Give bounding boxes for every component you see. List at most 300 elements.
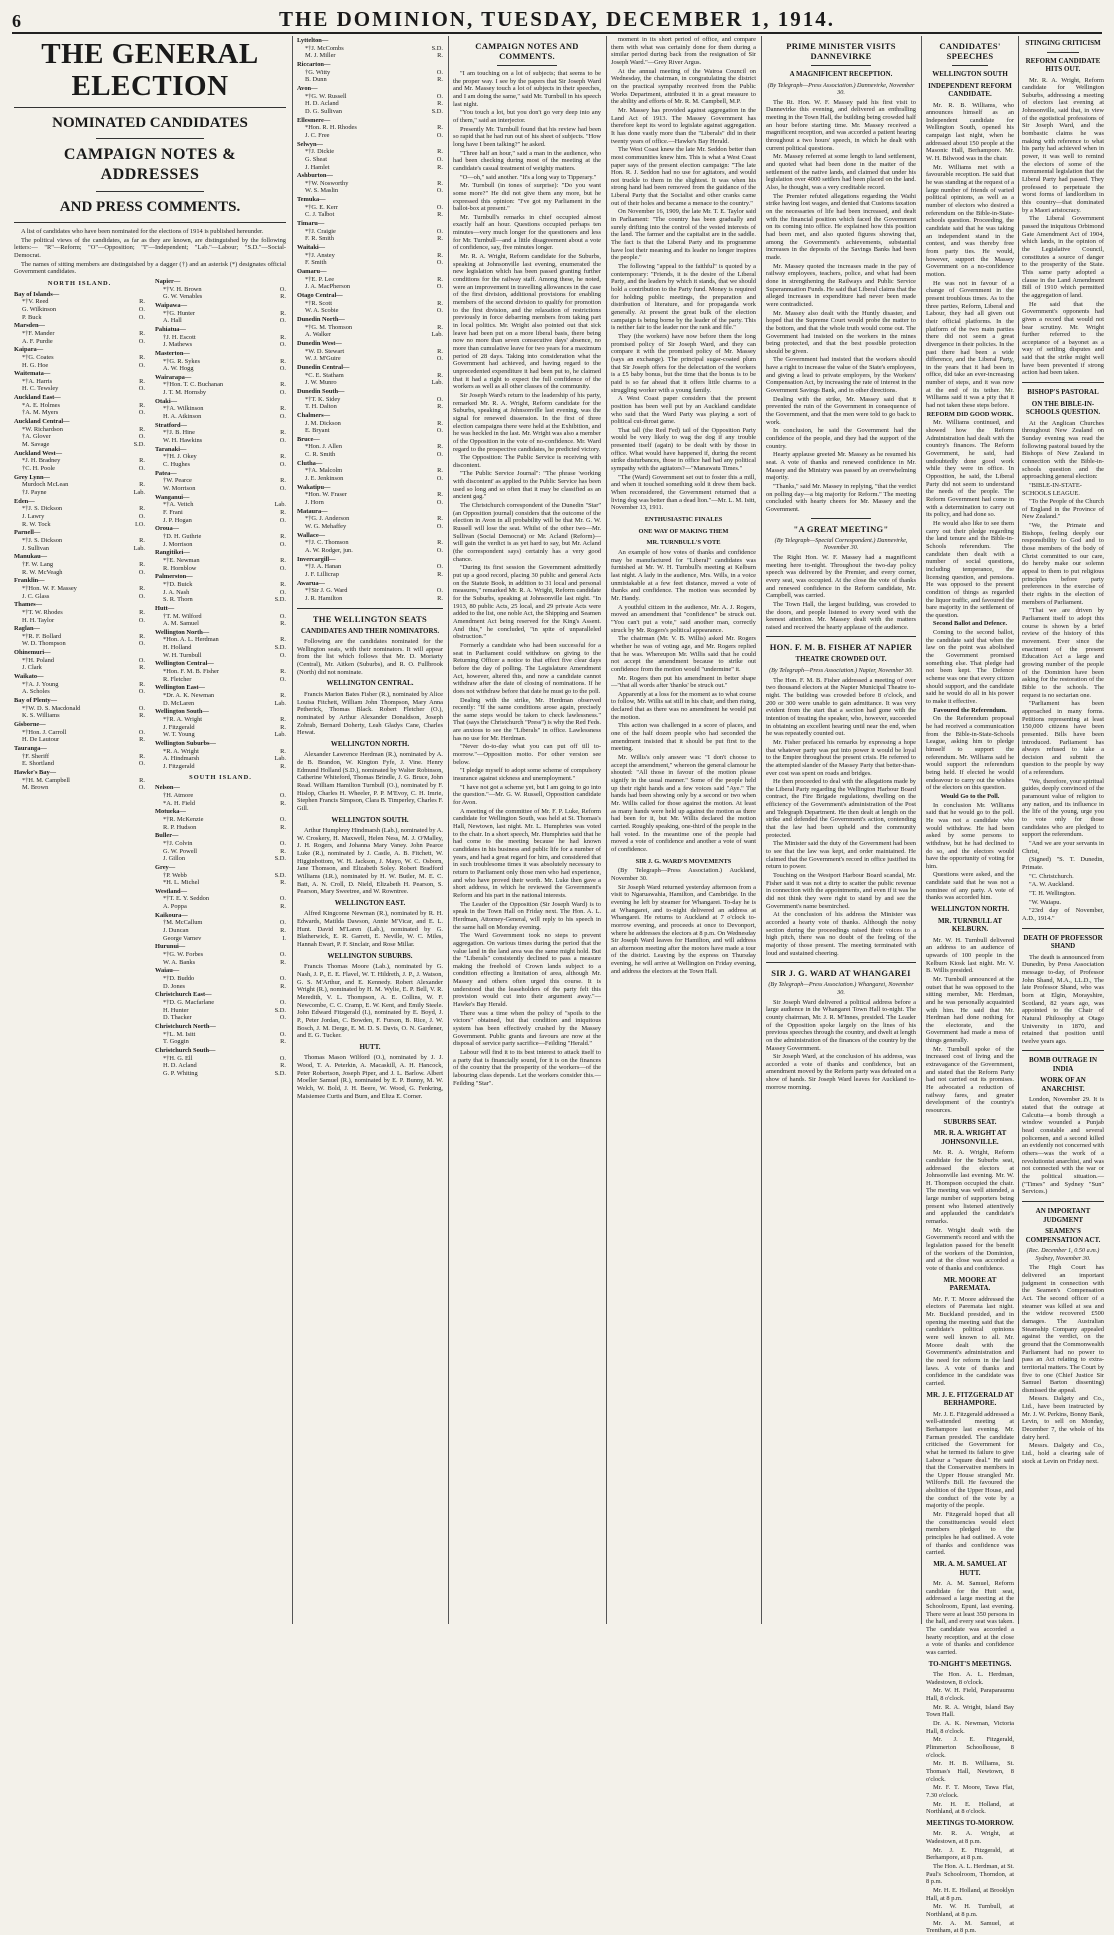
candidate-name: C. R. Smith [305,451,336,459]
electorate-name: Hawke's Bay— [14,768,57,776]
candidate-party: O. [279,675,286,683]
paragraph: moment in its short period of office, and compare them with what was certainly done for them during a similar period during back from the resignation of Sir Joseph Ward."—Grey River Argus. [611,36,756,66]
candidate-name: *†R. Scott [305,299,332,307]
paragraph: Mr. A. M. Samuel, at Trentham, at 8 p.m. [926,1919,1014,1935]
candidate-name: †P. Webb [163,871,187,879]
electorate-name: Bruce— [297,435,320,443]
candidate-party: R. [280,879,286,887]
paragraph: London, November 29. It is stated that the outrage at Calcutta—a bomb through a window wounded a Punjab head constable and several policemen, and a second killed an evidently not concerned with others—was the work of a revolutionist anarchist, and was not connected with the war or the political situation.—("Times" and Sydney "Sun" Services.) [1022,1096,1104,1196]
candidate-row [155,1007,286,1015]
article-body [926,937,1014,1115]
candidate-row [14,609,145,617]
paragraph: He was not in favour of a change of Government in the present troublous times. As to the three parties, Reform, Liberal and Labour, they had all given out their official platforms. In the platform of the two main parties there did not seem a great divergence in their policies. In the past there had been a wide difference, and the Liberal Party, in the years that it had been in office, did take an ever-increasing number of steps, and it was now at the end of its tether. Mr. Williams said it was a pity that it had not taken these steps before. [926,279,1014,410]
paragraph: Mr. Williams continued, and showed how the Reform Administration had dealt with the country's finances. The Reform Government, he said, had undoubtedly done good work while they were in office. In Opposition, he said, the Liberal Party did not seem to understand the needs of the people. The Reform Government had come in with a determination to carry out its policy, and had done so. [926,419,1014,519]
candidate-party: O. [138,760,145,768]
electorate-list [155,784,286,1077]
candidate-party: O. [436,427,443,435]
candidate-name: D. Thacker [163,1014,192,1022]
candidate-row [297,93,443,101]
candidate-name: *†F. Mander [22,329,55,337]
candidate-name: *†G. W. Forbes [163,951,204,959]
paragraph: "Never do-to-day what you can put off till to-morrow."—Opposition motto. For other version see below. [453,743,601,766]
candidate-name: E. Bryant [305,427,330,435]
candidate-party: R. [437,100,443,108]
signatories [1022,856,1104,922]
electorate-name: Hurunui— [155,943,186,951]
candidate-row [14,521,145,529]
candidate-party: R. [437,211,443,219]
candidate-name: A. Walker [305,331,331,339]
candidate-party: R. [280,747,286,755]
article-subheading: MEETINGS TO-MORROW. [926,1818,1014,1827]
candidate-row [155,879,286,887]
paragraph: "And we are your servants in Christ, [1022,840,1104,855]
candidate-name: G. Sheat [305,155,328,163]
article-subheading: WELLINGTON SOUTH [932,70,1008,78]
candidate-row [155,724,286,732]
candidate-party: R. [280,293,286,301]
candidate-name: H. Hunter [163,1006,189,1014]
paragraph: This action was challenged in a score of places, and one of the half dozen people who had seconded the amendment insisted that it should be put first to the meeting. [611,722,756,753]
candidate-name: *C. E. Statham [305,371,344,379]
candidate-name: *†R. A. Wright [163,716,203,724]
article-body [766,999,916,1092]
electorate-name: Eden— [14,497,35,505]
candidate-name: J. Sullivan [22,544,49,552]
candidate-row [155,341,286,349]
paragraph: Mr. J. E. Fitzgerald, at Berhampore, at 8 p.m. [926,1846,1014,1862]
seat-nominators: Arthur Humphrey Hindmarsh (Lab.), nominated by A. W. Croskery, H. Maxwell, Helen Ness, M. J. O'Malley, J. H. Rogers, and Johanna Mary Vaney. John Pearce Luke (R.), nominated by J. Castle, A. B. Fitchett, W. Higginbottom, W. H. Jackson, J. Mayo, W. C. Osborn, Jane Thomson, and Elizabeth Soley. Robert Bradford Williams (I.R.), nominated by H. W. Butler, M. E. C. Batt, A. N. Croll, D. Nield, Elizabeth H. Pearson, S. Pearson, Mary Sweetree, and W. Rowntree. [297,827,443,896]
paragraph: Would Go to the Poll. [940,792,1000,800]
electorate-name: Ellesmere— [297,116,331,124]
electorate-name: Parnell— [14,529,41,537]
candidate-name: J. R. Hamilton [305,594,343,602]
electorate-name: Westland— [155,887,187,895]
paragraph: Mr. J. E. Fitzgerald, Plimmerton Schoolhouse, 8 o'clock. [926,1736,1014,1759]
paragraph: Apparently at a loss for the moment as to what course to follow, Mr. Willis sat still in his chair, and then rising, declared that as there was no amendment he would put the motion. [611,690,756,721]
article-subheading: REFORM CANDIDATE HITS OUT. [1025,56,1101,73]
candidate-row [155,700,286,708]
candidate-row [14,298,145,306]
candidate-name: *†J. S. Dickson [22,536,63,544]
candidate-row [297,76,443,84]
electorate-name: Wellington North— [155,628,210,636]
candidate-name: H. C. Tewsley [22,385,59,393]
candidate-name: *†T. K. Sidey [305,395,341,403]
article-body [926,1149,1014,1273]
candidate-party: O. [436,563,443,571]
candidate-party: O. [138,640,145,648]
electorate-name: Wellington Central— [155,660,214,668]
paragraph: "Three half an hour," said a man in the audience, who had been checking during most of the meeting at the candidate's casual treatment of weighty matters. [453,149,601,172]
candidate-row [155,652,286,660]
candidate-row [14,593,145,601]
candidate-party: R. [139,353,145,361]
paragraph: "We, the Primate and Bishops, feeling deeply our responsibility to God and to those members of the body of Christ committed to our care, do hereby make our solemn appeal to them to put religious principles before party preferences in the exercise of their rights in the election of members of Parliament. [1022,522,1104,606]
article-subheading: THEATRE CROWDED OUT. [795,655,887,664]
electorate-name: Oroua— [155,525,180,533]
paragraph: Questions were asked, and the candidate said that he was not a nominee of any party. A vote of thanks was accorded him. [926,871,1014,902]
candidate-name: *W. Richardson [22,425,63,433]
candidate-row [297,132,443,140]
candidate-party: O. [436,259,443,267]
candidate-party: R. [139,752,145,760]
candidate-row [14,385,145,393]
paragraph: Mr. R. A. Wright, Reform candidate for Wellington Suburbs, addressing a meeting of electors last evening at Johnsonville, said that, in view of the egotistical professions of Sir Joseph Ward, and the bombastic claims he was making with reference to what his party had achieved when in power, it was well to remind the electors of some of the monumental legislation that the Liberal Party had passed. They professed to perpetuate the worst forms of landlordism in this country—that dominated by a Maori aristocracy. [1022,76,1104,214]
campaign-notes-heading: CAMPAIGN NOTES AND COMMENTS. [475,41,579,61]
candidate-row [14,330,145,338]
candidate-party: R. [280,692,286,700]
main-headline: THE GENERAL ELECTION [41,38,259,102]
candidate-party: R. [437,275,443,283]
paragraph: Mr. Massey referred at some length to land settlement, and quoted what had been done in the matter of the settlement of the native lands, and claimed that under his legislation over 4000 settlers had been placed on the land. Also, he thought, was a very creditable record. [766,153,916,192]
candidate-row [297,180,443,188]
candidate-name: *†H. J. Okey [163,453,197,461]
candidate-row [14,617,145,625]
candidate-party: S.D. [274,855,286,863]
seat-heading: HUTT. [359,1042,381,1051]
electorate-name: Wellington South— [155,708,209,716]
candidate-name: J. C. Free [305,131,330,139]
seat-nominators: Francis Thomas Moore (Lab.), nominated by G. Nash, J. P., E. E. Flavel, W. T. Hildreth, J. P., J. Watson, G. S. M'Arthur, and E. Kennedy. Robert Alexander Wright (R.), nominated by H. M. Wylie, E. P. Bell, V. R. Meredith, V. L. Thompson, A. E. Collins, W. F. Newcombe, C. C. Cramp, E. W. Kent, and Emily Steele. John Edward Fitzgerald (I.), nominated by E. Boyd, J. P., Peter Jordan, C. Bowden, F. Furson, B. Rice, J. W. Bosch, J. M. Derge, E. M. D. S. Davis, O. N. Gardener, and E. G. Tucker. [297,963,443,1040]
paragraph: Formerly a candidate who had been successful for a seat in Parliament could withdraw on giving to the Returning Officer a notice to that effect five clear days before the day of polling. The Legislature Amendment Act, however, altered this, and now a candidate cannot withdraw after the date of closing of nominations. If he does not withdraw before that date he must go to the poll. [453,641,601,695]
candidate-row [155,644,286,652]
candidate-party: R. [139,481,145,489]
candidate-party: R. [139,560,145,568]
candidate-row [14,457,145,465]
electorate-name: Otago Central— [297,292,343,299]
paragraph: "O—oh," said another. "It's a long way to Tipperary." [460,173,597,181]
electorate-name: Waikato— [14,673,44,681]
electorate-name: Waipawa— [155,301,187,309]
candidate-party: O. [279,540,286,548]
paragraph: An example of how votes of thanks and confidence may be manufactured for "Liberal" candidates was furnished at Mr. W. H. Turnbull's meeting at Kelburn last night. A lady in the audience, Mrs. Wills, in a voice unmistakable at a few feet distance, moved a vote of thanks and confidence. The motion was seconded by Mr. Handy. [611,549,756,602]
candidate-party: I.O. [135,520,145,528]
candidate-name: D. G. Sullivan [305,107,342,115]
article-heading: STINGING CRITICISM [1025,39,1101,47]
candidate-name: H. D. Acland [305,100,339,108]
paragraph: Mr. Massey quoted the increases made in the pay of railway employees, teachers, police, and what had been done in strengthening the Railways and Public Service Superannuation Funds. He said that Liberal claims that the alleged increases in expenditure had never been made were contradicted. [766,262,916,308]
electorate-name: Buller— [155,832,179,840]
column-4 [611,36,756,1624]
newspaper-title: THE DOMINION, TUESDAY, DECEMBER 1, 1914. [279,7,835,31]
candidate-name: W. A. Banks [163,958,196,966]
candidate-party: O. [138,728,145,736]
candidate-party: O. [279,437,286,445]
candidate-party: R. [139,736,145,744]
candidate-row [14,362,145,370]
candidate-party: O. [436,307,443,315]
candidate-name: J. P. Hogan [163,516,192,524]
candidate-row [14,664,145,672]
candidate-row [14,569,145,577]
candidate-party: R. [280,532,286,540]
paragraph: On the Referendum proposal he had received a communication from the Bible-in-State-Schools League, asking him to pledge himself to support the referendum. Mr. Williams said he would support the referendum being held. If elected he would endeavour to carry out the wishes of the electors on this question. [926,715,1014,792]
paragraph: (Signed) "S. T. Dunedin, Primate. [1022,856,1104,871]
candidate-name: A. W. Rodger, jun. [305,547,353,554]
paragraph: The Premier refuted allegations regarding the Waihi strike having lost wages, and denied that Customs taxation on the necessaries of life had been increased, and dealt with the financial position which faced the Government on its coming into office. He explained how this position had been met, and also quoted figures showing that, among the Government's achievements, substantial increases in the deposits of the Savings Banks had been made. [766,192,916,261]
candidate-name: F. Frani [163,508,183,516]
candidate-party: O. [436,283,443,291]
paragraph: "Parliament has been approached in many forms. Petitions representing at least 150,000 citizens have been presented. Bills have been introduced. Parliament has always refused to take a decision and submit the question to the people by way of a referendum. [1022,700,1104,777]
candidate-party: O. [279,317,286,325]
candidate-row [155,755,286,763]
candidate-name: G. Wilkinson [22,305,57,313]
article-subheading: MR. A. M. SAMUEL AT HUTT. [933,1560,1007,1577]
candidate-name: H. D. Acland [163,1062,197,1070]
electorate-name: Waiau— [155,967,180,975]
paragraph: Mr. H. E. Holland, at Brooklyn Hall, at 8 p.m. [926,1887,1014,1902]
candidate-party: O. [279,461,286,469]
candidate-name: P. Buck [22,313,42,321]
candidate-name: B. Dunn [305,76,327,84]
candidate-name: *†Hon. J. Carroll [22,728,67,736]
paragraph: "Thanks," said Mr. Massey in replying, "that the verdict on polling day—a big majority for Reform." The meeting concluded with hearty cheers for Mr. Massey and the Government. [766,482,916,513]
electorate-name: Rangitikei— [155,549,190,557]
candidate-party: R. [437,235,443,243]
paragraph: The Christchurch correspondent of the Dunedin "Star" (an Opposition journal) considers that the outcome of the election in Avon in all probability will be that Mr. G. W. Russell will lose the seat. Whilst of the other two—Mr. Sullivan (Social Democrat) or Mr. Acland (Reform)—will gain the verdict is as yet hard to say, but Mr. Acland (the correspondent says) certainly has a very good chance. [453,502,601,563]
candidate-party: Lab. [274,699,286,707]
paragraph: Dealing with the strike, Mr. Herdman observed recently: "If the same conditions arose again, precisely the same steps would be taken to check lawlessness." That (says the Christchurch "Press") is why the Red Feds. are anxious to see the "Liberals" in office. Lawlessness has no use for Mr. Herdman. [453,696,601,742]
candidate-name: H. De Lautour [22,736,60,744]
candidate-row [297,547,443,555]
electorate-name: Wanganui— [155,493,190,501]
candidate-row [155,429,286,437]
candidate-party: R. [280,508,286,516]
candidate-name: *†A. Malcolm [305,467,343,475]
meetings-list [926,1671,1014,1816]
candidate-party: O. [138,337,145,345]
candidate-row [14,505,145,513]
candidate-row [297,331,443,339]
candidate-name: F. Smith [305,259,327,267]
candidate-row [155,935,286,943]
candidate-name: *†T. E. Y. Seddon [163,895,210,903]
electorate-name: Stratford— [155,421,187,429]
article-subheading: ON THE BIBLE-IN-SCHOOLS QUESTION. [1025,399,1101,417]
article-subheading: SEAMEN'S COMPENSATION ACT. [1025,1227,1101,1244]
candidate-party: R. [139,584,145,592]
candidate-party: R. [280,799,286,807]
candidate-party: R. [437,539,443,547]
article-body [926,1296,1014,1388]
candidate-row [297,491,443,499]
article-heading: AN IMPORTANT JUDGMENT [1035,1207,1091,1224]
candidate-row [155,1070,286,1078]
paragraph: The Minister said the duty of the Government had been to see that the law was kept, and order maintained. He claimed that the Government's record in office justified its return to power. [766,840,916,871]
candidate-party: O. [436,187,443,195]
candidate-row [155,855,286,863]
candidate-name: W. S. Maslin [305,187,339,195]
paragraph: Mr. R. B. Williams, who announces himself as an Independent candidate for Wellington South, opened his campaign last night, when he addressed about 150 people at the Masonic Hall, Berhampore. Mr. W. H. Bilwood was in the chair. [926,101,1014,163]
candidate-row [297,124,443,132]
candidate-party: R. [437,570,443,578]
paragraph: The Rt. Hon. W. F. Massey paid his first visit to Dannevirke this evening, and delivered an enthralling meeting in the Town Hall, the building being crowded half an hour before starting time. Mr. Massey received a magnificent reception, and was accorded a patient hearing throughout a two hours' speech, in which he dealt with current political questions. [766,98,916,152]
candidate-name: W. T. Young [163,731,195,739]
paragraph: Mr. Rogers then put his amendment in better shape—"that all words after 'thanks' be struck out." [611,674,756,690]
candidate-name: *†D. Buddo [163,975,195,983]
paragraph: (By Telegraph—Press Association.) Auckland, November 30. [611,867,756,882]
paragraph: Coming to the second ballot, the candidate said that when the law on the point was abolished the Government promised something else. That pledge had not been kept. The Defence scheme was one that every citizen should support, and the candidate said he would do all in his power to make it effective. [926,629,1014,706]
subheadline-nominated: NOMINATED CANDIDATES [52,115,248,131]
candidate-row [297,187,443,195]
candidate-row [155,848,286,856]
column-7 [1022,36,1104,1624]
candidate-row [155,596,286,604]
candidate-row [14,633,145,641]
candidate-name: *†J. McCombs [305,44,344,52]
candidate-party: O. [138,313,145,321]
paragraph: There was a time when the policy of "spoils to the victors" obtained, but that condition and iniquitous system has been effectively crushed by the Massey Government. Public grants and favours are now at the disposal of service party sacrifice—Feilding "Herald." [453,1009,601,1048]
candidate-name: G. W. Powell [163,847,198,855]
candidate-row [14,545,145,553]
candidate-row [155,792,286,800]
candidate-row [297,252,443,260]
candidate-party: S.D. [431,44,443,52]
seat-nominators: Alfred Kingcome Newman (R.), nominated by R. H. Edwards, Matilda Dawson, Annie M'Vicar, and E. L. Hunt. David M'Laren (Lab.), nominated by G. Blatherwick, E. R. Garrett, E. Neville, W. C. Miles, Hannah Ewart, P. F. Sinclair, and Rose Millar. [297,910,443,949]
article-body [926,102,1014,903]
article-body [1022,77,1104,378]
paragraph: "BIBLE-IN-STATE-SCHOOLS LEAGUE. [1022,481,1082,497]
candidate-party: S.D. [274,644,286,652]
candidate-name: G. W. Venables [163,293,203,301]
region-heading: NORTH ISLAND. [47,279,112,287]
paragraph: "You touch a lot, but you don't go very deep into any of them," said an interjector. [453,109,601,124]
candidate-row [14,760,145,768]
candidate-name: *J. H. Bradney [22,457,61,465]
candidate-name: *†Hon. T. C. Buchanan [163,381,224,389]
paragraph: They (the workers) have now before them the long promised policy of Sir Joseph Ward, and they can compare it with the promised policy of Mr. Massey (says an exchange). The principal sugar-coated plum that Sir Joseph offers for the delectation of the workers is a £5 baby bonus, but the time that the bonus is to be paid is so far ahead that it offers little charms to a struggling worker with a young family. [611,332,756,394]
candidate-party: R. [280,453,286,461]
candidate-name: J. F. Lillicrap [305,570,339,578]
article-body [611,36,756,975]
candidate-party: I. [282,934,286,942]
electorate-name: Ashburton— [297,172,333,180]
electorate-name: Wakatipu— [297,483,331,491]
candidate-party: O. [436,68,443,76]
candidate-party: S.D. [274,596,286,604]
candidate-party: R. [280,381,286,389]
paragraph: At the Anglican Churches throughout New Zealand on Sunday evening was read the following pastoral issued by the Bishops of New Zealand in connection with the Bible-in-schools question and the approaching general election: [1022,419,1104,481]
paragraph: "A. W. Auckland. [1029,881,1075,889]
paragraph: Sir Joseph Ward, at the conclusion of his address, was accorded a vote of thanks and confidence, but an amendment moved by the Reform party was defeated on a show of hands. Sir Joseph Ward leaves for Auckland to-morrow morning. [766,1053,916,1091]
electorate-name: Selwyn— [297,140,323,148]
paragraph: The Right Hon. W. F. Massey had a magnificent meeting here to-night. Throughout the two-day policy speech was delivered by the Premier, and every corner, every seat, was occupied. At the close the vote of thanks and renewed confidence in the Reform candidate, Mr. Campbell, was carried. [766,553,916,600]
paragraph: The Hon. F. M. B. Fisher addressed a meeting of over two thousand electors at the Napier Municipal Theatre to-night. The building was crowded before 8 o'clock, and 200 or 300 were unable to gain admittance. It was very evident from the start that a section had gone with the intention of treating the speaker, who, however, succeeded in obtaining an excellent hearing until near the end, when he was repeatedly counted out. [766,676,916,738]
candidate-name: *†G. Coates [22,353,54,361]
paragraph: At the conclusion of his address the Minister was accorded a hearty vote of thanks. Although the noisy section during the proceedings raised their voices to a high pitch, there was no doubt of the feeling of the majority of those present. The meeting terminated with loud and sustained cheering. [766,911,916,957]
candidate-name: †W. Pearce [163,477,192,485]
paragraph: Mr. Wright dealt with the Government's record and with the legislation passed for the benefit of the workers of the Dominion, and at the close was accorded a vote of thanks and confidence. [926,1226,1014,1273]
candidate-party: R. [280,1038,286,1046]
candidate-row [155,999,286,1007]
candidate-name: J. Fitzgerald [163,723,195,731]
electorate-name: Grey— [155,863,176,871]
candidate-name: T. Goggin [163,1038,189,1046]
candidate-row [14,409,145,417]
seat-nominators: Thomas Mason Wilford (O.), nominated by J. J. Wood, T. A. Peterkin, A. Macaskill, A. H. Hancock, Peter Robertson, Joseph Piper, and J. L. Barlow. Albert Moeller Samuel (R.), nominated by E. P. Bunny, M. W. Welch, W. Bold, J. H. Beere, W. Wood, G. Fenkring, Maisiemee Curtis and Burn, and Eliza E. Corner. [297,1054,443,1100]
electorate-name: Wellington Suburbs— [155,740,216,747]
paragraph: The chairman (Mr. V. B. Willis) asked Mr. Rogers whether he was of voting age, and Mr. Rogers replied that he was. Whereupon Mr. Willis said that he could not accept the amendment because to strike out confidence from the motion would "undermine" it. [611,635,756,673]
candidate-party: O. [279,651,286,659]
paragraph: Mr. J. E. Fitzgerald addressed a well-attended meeting at Berhampore last evening. Mr. Farman presided. The candidate criticised the Government for what he termed its failure to give Labour a "square deal." He said that the Conservative members in the Upper House strangled Mr. Wilford's Bill. He favoured the abolition of the Upper House, and the conduct of the vote by a majority of the people. [926,1410,1014,1510]
candidate-party: R. [437,403,443,411]
article-body [1022,954,1104,1046]
candidate-name: J. Clark [22,664,42,672]
electorate-name: Kaipara— [14,346,44,354]
paragraph: Mr. Massey also dealt with the Huntly disaster, and hoped that the Supreme Court would probe the matter to the bottom, and that the whole truth would come out. The Government had insisted on the workers in the mines being protected, and that the best possible protection should be given. [766,309,916,355]
candidate-name: H. H. Taylor [22,616,55,624]
article-heading: "A GREAT MEETING" [793,523,889,534]
candidate-party: R. [280,903,286,911]
seats-list [297,679,443,1100]
candidate-row [155,453,286,461]
wellington-seats-heading: THE WELLINGTON SEATS [312,613,428,624]
electorate-name: Auckland West— [14,449,63,457]
candidate-party: O. [436,355,443,363]
byline: (By Telegraph—Press Association.) Whangarei, November 30. [768,981,914,996]
candidate-party: R. [280,982,286,990]
candidate-party: R. [280,556,286,564]
candidate-name: †F. Sheriff [22,752,50,760]
candidate-row [297,587,443,595]
candidate-row [297,467,443,475]
article-body [766,554,916,632]
candidate-name: K. S. Williams [22,712,60,720]
electorate-name: Bay of Islands— [14,290,60,298]
candidate-name: *Hon. A. L. Herdman [163,636,219,644]
seat-nominators: Francis Marion Bates Fisher (R.), nominated by Alice Louisa Fitchett, William John Thompson, Mary Anna Petherick, Thomas Black. Robert Fletcher (O.), nominated by Arthur Alexander Donaldson, Joseph Zohrab, Bernard Doherty, Leah Gladys Cane, Charles Hewat. [297,690,443,737]
paragraph: ONE WAY OF MAKING THEM [638,527,729,535]
paragraph: The Leader of the Opposition (Sir Joseph Ward) is to speak in the Town Hall on Friday next. The Hon. A. L. Herdman, Attorney-General, will reply to his speech in the same hall on Monday evening. [453,900,601,931]
paragraph: "That we are driven by Parliament itself to adopt this course is shown by a brief review of the history of this movement. Ever since the enactment of the present Education Act a large and growing number of the people of the Dominion have been asking for the restoration of the Bible to the schools. The request is no sectarian one. [1022,607,1104,699]
candidate-name: *†E. P. Lee [305,275,335,283]
masthead [12,6,1102,34]
candidate-name: †C. H. Poole [22,465,56,473]
candidate-row [297,108,443,116]
seat-heading: WELLINGTON CENTRAL. [326,679,414,688]
candidate-row [297,300,443,308]
candidate-party: O. [279,564,286,572]
electorate-name: Timaru— [297,220,325,228]
paragraph: The following "appeal to the faithful" is quoted by a contemporary: "Friends, it is the desire of the Liberal Party, and the leaders by which it stands, that we should hold a contribution to the Party fund. Money is required for holding public meetings, the preparation and distribution of literature, and for propaganda work generally. At present the great bulk of the election campaign is being borne by the leader of the party. This is neither fair to the leader nor the rank and file." [611,263,756,332]
candidate-party: R. [437,467,443,475]
column-3 [453,36,601,1624]
candidate-row [297,372,443,380]
candidate-party: R. [280,636,286,644]
candidate-name: T. H. Dalton [305,403,337,411]
paragraph: The Hon. A. L. Herdman, Wadestown, 8 o'clock. [926,1671,1014,1686]
candidate-name: †J. Payne [22,489,47,496]
candidate-party: R. [437,251,443,259]
paragraph: "We, therefore, your spiritual guides, deeply convinced of the paramount value of religion to any nation, and its influence in the life of the young, urge you to vote only for those candidates who are pledged to support the referendum. [1022,777,1104,839]
paragraph: He then proceeded to deal with the allegations made by the Liberal Party regarding the Wellington Harbour Board contract, the Fire Brigade regulations, dwelling on the efficiency of the Government's administration of the Post and Telegraph Department. He then dealt at length on the strike and defended the Government's action, contending that the law had been upheld and the community protected. [766,778,916,839]
candidate-party: O. [138,688,145,696]
candidate-name: *†W. Nosworthy [305,179,349,187]
candidate-name: *Hon. J. Allen [305,443,342,451]
candidate-name: A. Poppa [163,903,187,911]
candidate-name: A. W. Hogg [163,365,194,373]
candidate-party: R. [437,371,443,379]
candidate-name: *R. A. Wright [163,747,199,755]
candidate-party: O. [279,951,286,959]
candidate-name: J. A. Nash [163,588,190,596]
candidate-row [155,1031,286,1039]
article-subheading: WELLINGTON NORTH. [930,905,1010,914]
candidate-row [155,485,286,493]
paragraph: "T. H. Wellington. [1029,889,1076,897]
candidate-party: O. [279,975,286,983]
